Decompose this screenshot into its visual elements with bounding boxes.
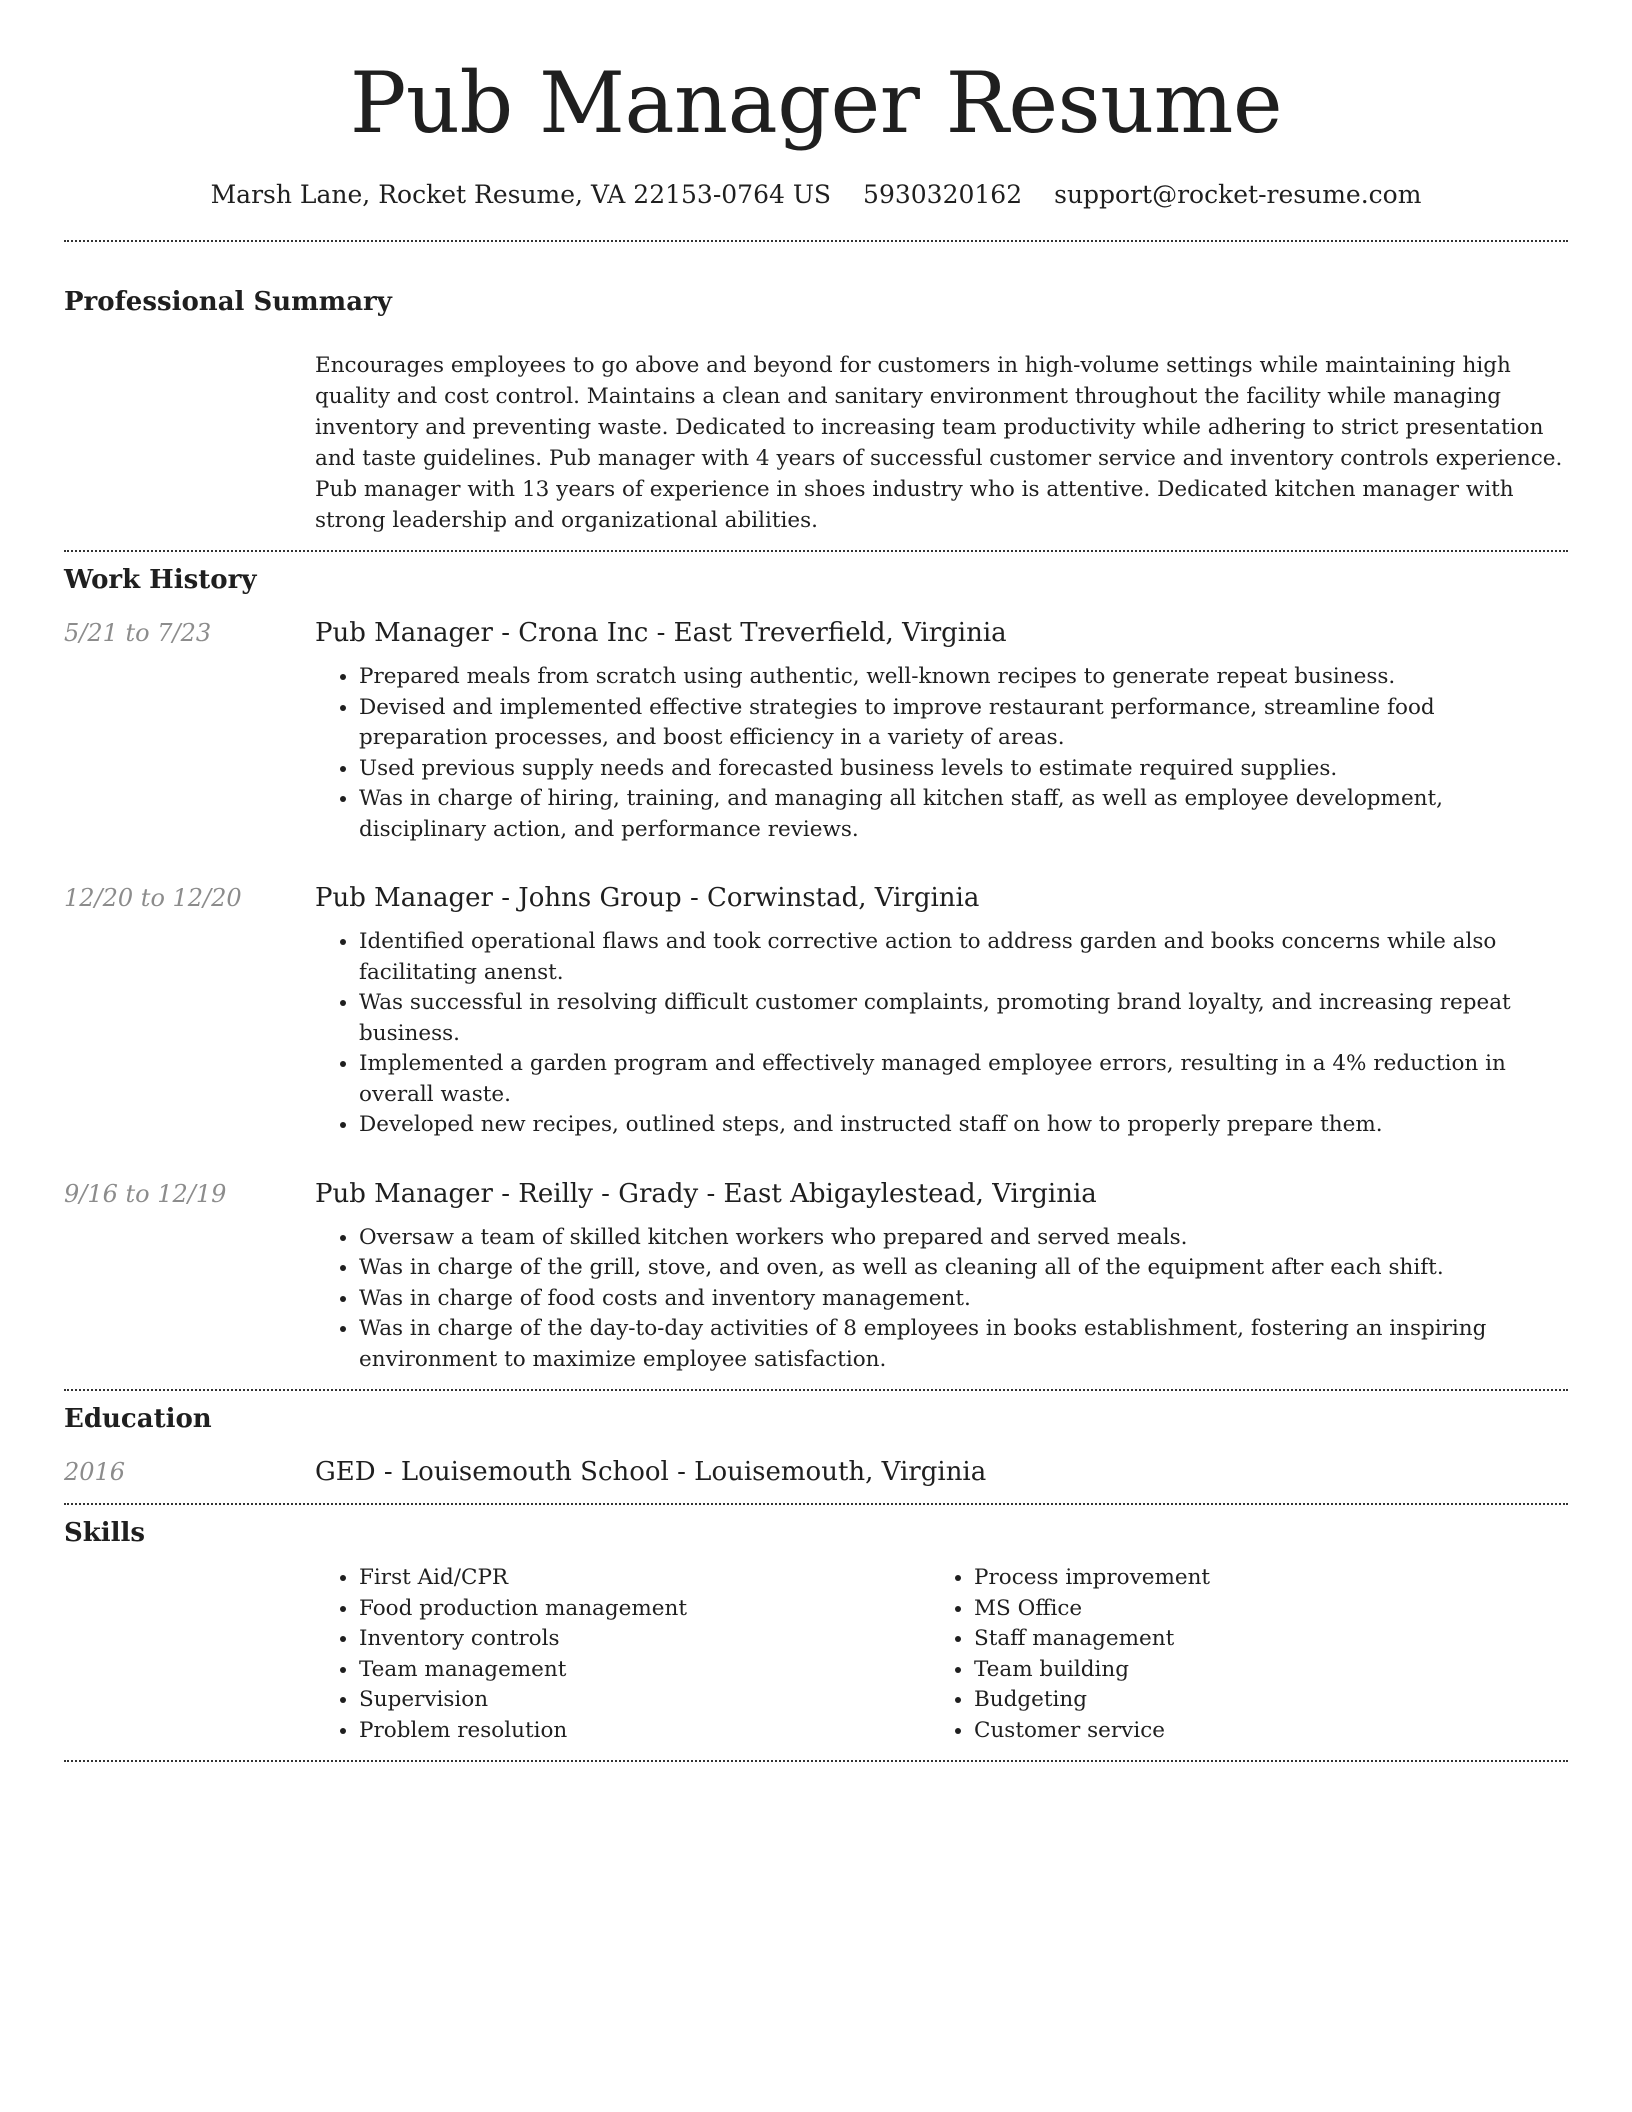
skill-item: • Budgeting [974,1685,1545,1716]
skills-heading: Skills [64,1518,146,1548]
job-entry [64,1177,1568,1376]
education-heading: Education [64,1404,212,1434]
job-bullets [315,662,1568,845]
job-entry [64,616,1568,845]
job-bullets [315,1223,1568,1376]
skill-item: • Team building [974,1655,1545,1686]
education-section [64,1391,1568,1503]
list-item: • Devised and implemented effective strategies to improve restaurant performance, streamline food preparation processes, and boost efficiency in a variety of areas. [359,693,1568,754]
job-dates: 5/21 to 7/23 [64,619,212,647]
summary-section [64,242,1568,550]
summary-text: Encourages employees to go above and beyond for customers in high-volume settings while maintaining high quality and cost control. Maintains a clean and sanitary environment throughout the facility while managing inventory and preventing waste. Dedicated to increasing team productivity while adhering to strict presentation and taste guidelines. Pub manager with 4 years of successful customer service and inventory controls experience. Pub manager with 13 years of experience in shoes industry who is attentive. Dedicated kitchen manager with strong leadership and organizational abilities. [315,353,1563,533]
job-body [315,881,1568,1141]
summary-heading: Professional Summary [64,287,392,317]
job-body [315,616,1568,845]
list-item: • Was in charge of the grill, stove, and oven, as well as cleaning all of the equipment after each shift. [359,1253,1568,1284]
work-history-section [64,552,1568,1389]
list-item: • Developed new recipes, outlined steps, and instructed staff on how to properly prepare them. [359,1110,1568,1141]
job-dates: 12/20 to 12/20 [64,884,242,912]
phone: 5930320162 [863,180,1023,209]
page-title: Pub Manager Resume [349,54,1283,152]
job-dates: 9/16 to 12/19 [64,1179,227,1208]
skill-item: • Staff management [974,1624,1545,1655]
job-title: Pub Manager - Johns Group - Corwinstad, Virginia [315,883,980,913]
skill-item: • Problem resolution [359,1716,930,1747]
skill-item: • Supervision [359,1685,930,1716]
skills-list-right [930,1563,1545,1746]
list-item: • Was successful in resolving difficult customer complaints, promoting brand loyalty, and increasing repeat business. [359,988,1568,1049]
skill-item: • Team management [359,1655,930,1686]
address: Marsh Lane, Rocket Resume, VA 22153-0764 US [210,180,832,209]
job-title: Pub Manager - Crona Inc - East Treverfield, Virginia [315,618,1007,648]
list-item: • Prepared meals from scratch using authentic, well-known recipes to generate repeat business. [359,662,1568,693]
list-item: • Identified operational flaws and took corrective action to address garden and books concerns while also facilitating anenst. [359,927,1568,988]
skills-grid [315,1563,1568,1760]
education-title: GED - Louisemouth School - Louisemouth, Virginia [315,1457,987,1487]
list-item: • Used previous supply needs and forecasted business levels to estimate required supplies. [359,754,1568,785]
contact-info [64,178,1568,212]
education-dates: 2016 [64,1458,126,1486]
job-entry [64,881,1568,1141]
education-entry [64,1455,1568,1503]
job-title: Pub Manager - Reilly - Grady - East Abigaylestead, Virginia [315,1178,1097,1209]
skills-list-left [315,1563,930,1746]
divider [64,1760,1568,1762]
work-history-heading: Work History [64,565,257,595]
list-item: • Was in charge of food costs and inventory management. [359,1284,1568,1315]
list-item: • Was in charge of the day-to-day activities of 8 employees in books establishment, fostering an inspiring environment to maximize employee satisfaction. [359,1314,1568,1375]
education-body [315,1455,1568,1489]
skill-item: • Customer service [974,1716,1545,1747]
skill-item: • Food production management [359,1594,930,1625]
skill-item: • First Aid/CPR [359,1563,930,1594]
skill-item: • Process improvement [974,1563,1545,1594]
list-item: • Was in charge of hiring, training, and managing all kitchen staff, as well as employee development, disciplinary action, and performance reviews. [359,784,1568,845]
skill-item: • Inventory controls [359,1624,930,1655]
skills-section [64,1505,1568,1760]
list-item: • Implemented a garden program and effectively managed employee errors, resulting in a 4% reduction in overall waste. [359,1049,1568,1110]
list-item: • Oversaw a team of skilled kitchen workers who prepared and served meals. [359,1223,1568,1254]
email: support@rocket-resume.com [1054,180,1422,209]
skill-item: • MS Office [974,1594,1545,1625]
job-bullets [315,927,1568,1141]
job-body [315,1177,1568,1376]
